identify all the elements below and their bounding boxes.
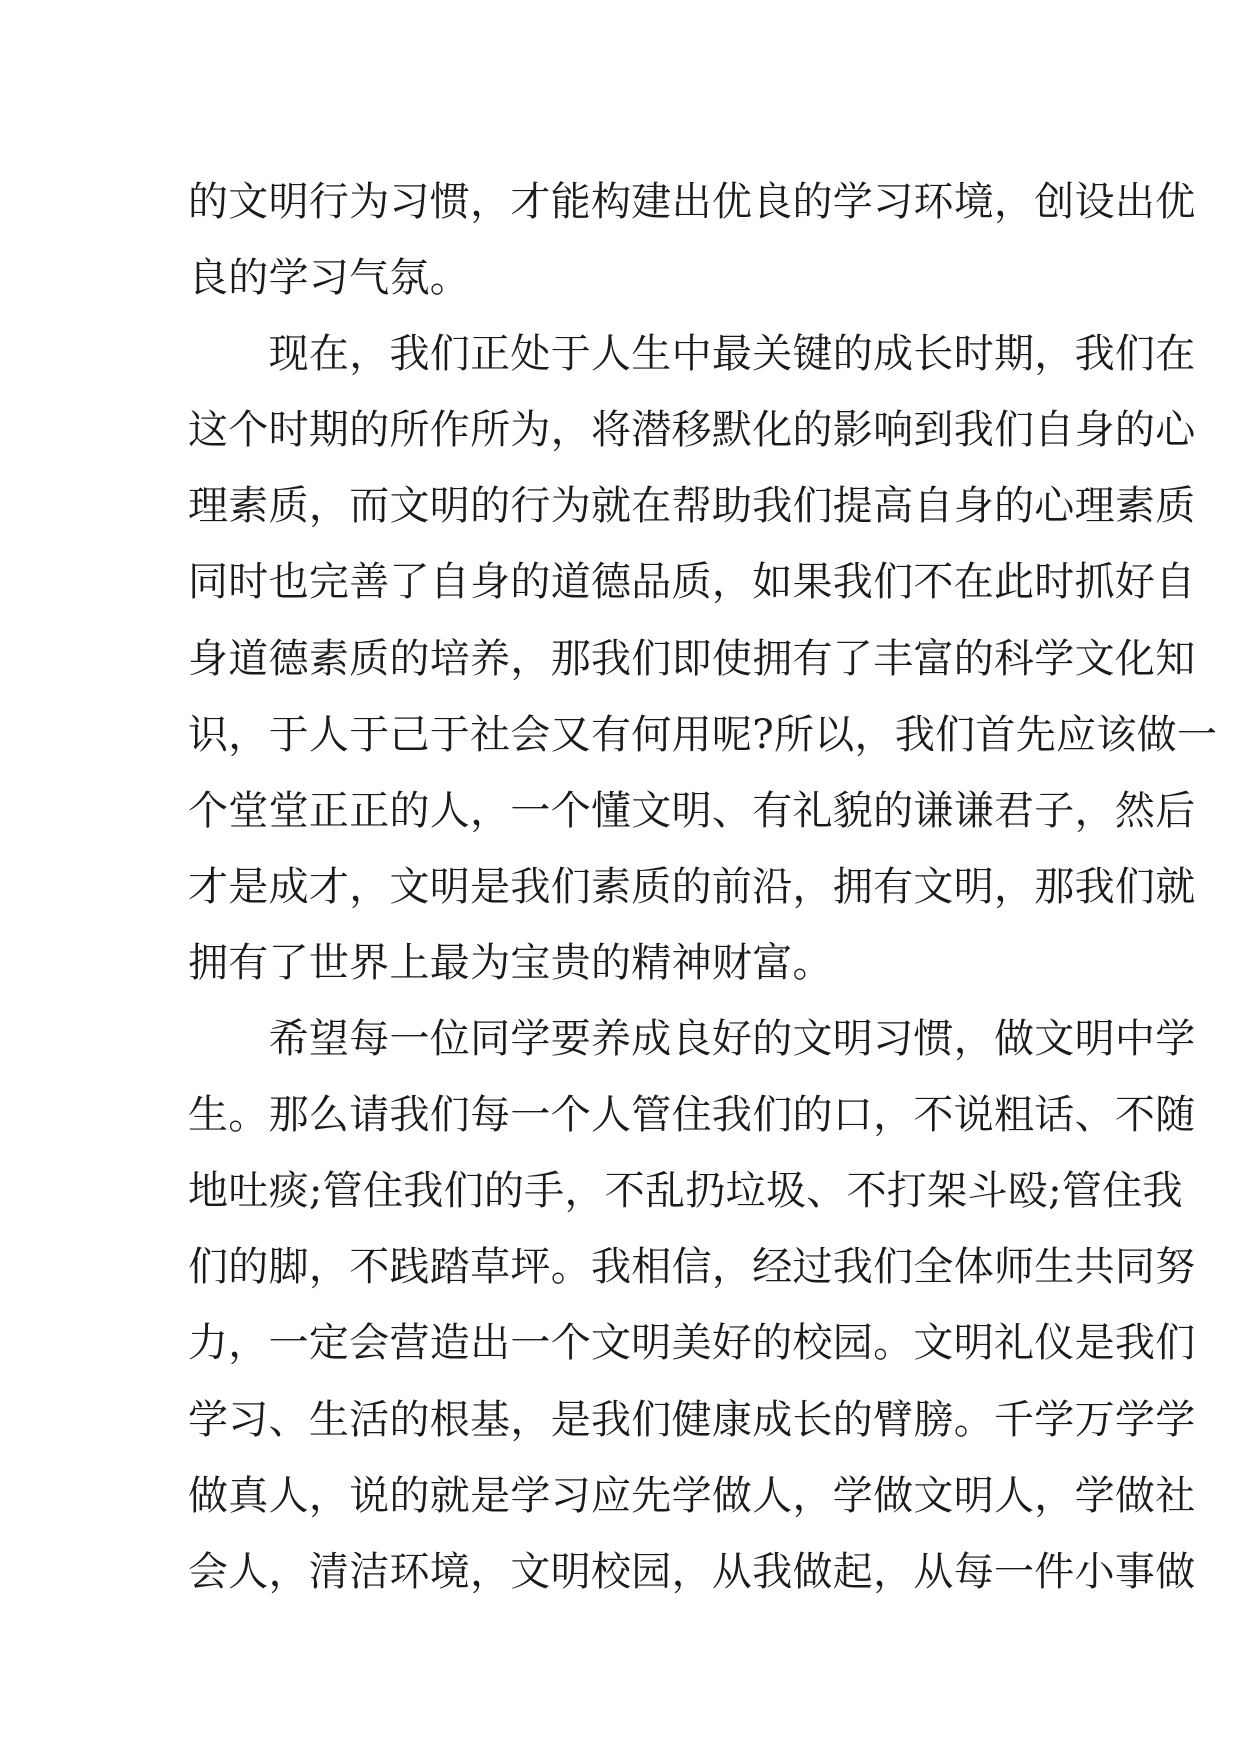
text-line: 拥有了世界上最为宝贵的精神财富。 [188,939,833,986]
text-line: 学习、生活的根基，是我们健康成长的臂膀。千学万学学 [188,1396,1196,1443]
text-line: 现在，我们正处于人生中最关键的成长时期，我们在 [188,331,1196,378]
text-line: 同时也完善了自身的道德品质，如果我们不在此时抓好自 [188,559,1196,606]
text-line: 们的脚，不践踏草坪。我相信，经过我们全体师生共同努 [188,1244,1196,1291]
text-line: 做真人，说的就是学习应先学做人，学做文明人，学做社 [188,1472,1196,1519]
text-line: 地吐痰;管住我们的手，不乱扔垃圾、不打架斗殴;管住我 [188,1168,1183,1215]
text-line: 的文明行为习惯，才能构建出优良的学习环境，创设出优 [188,179,1196,225]
text-line: 力，一定会营造出一个文明美好的校园。文明礼仪是我们 [188,1320,1196,1367]
text-line: 这个时期的所作所为，将潜移默化的影响到我们自身的心 [188,407,1196,454]
text-line: 良的学习气氛。 [188,255,471,302]
text-line: 身道德素质的培养，那我们即使拥有了丰富的科学文化知 [188,635,1196,682]
text-line: 希望每一位同学要养成良好的文明习惯，做文明中学 [188,1016,1196,1063]
text-line: 生。那么请我们每一个人管住我们的口，不说粗话、不随 [188,1092,1196,1139]
text-line: 理素质，而文明的行为就在帮助我们提高自身的心理素质 [188,483,1196,530]
body-text [188,164,1218,1610]
text-line: 会人，清洁环境，文明校园，从我做起，从每一件小事做 [188,1548,1196,1595]
text-line: 才是成才，文明是我们素质的前沿，拥有文明，那我们就 [188,863,1196,910]
text-line: 识，于人于己于社会又有何用呢?所以，我们首先应该做一 [188,711,1218,758]
text-line: 个堂堂正正的人，一个懂文明、有礼貌的谦谦君子，然后 [188,787,1196,834]
